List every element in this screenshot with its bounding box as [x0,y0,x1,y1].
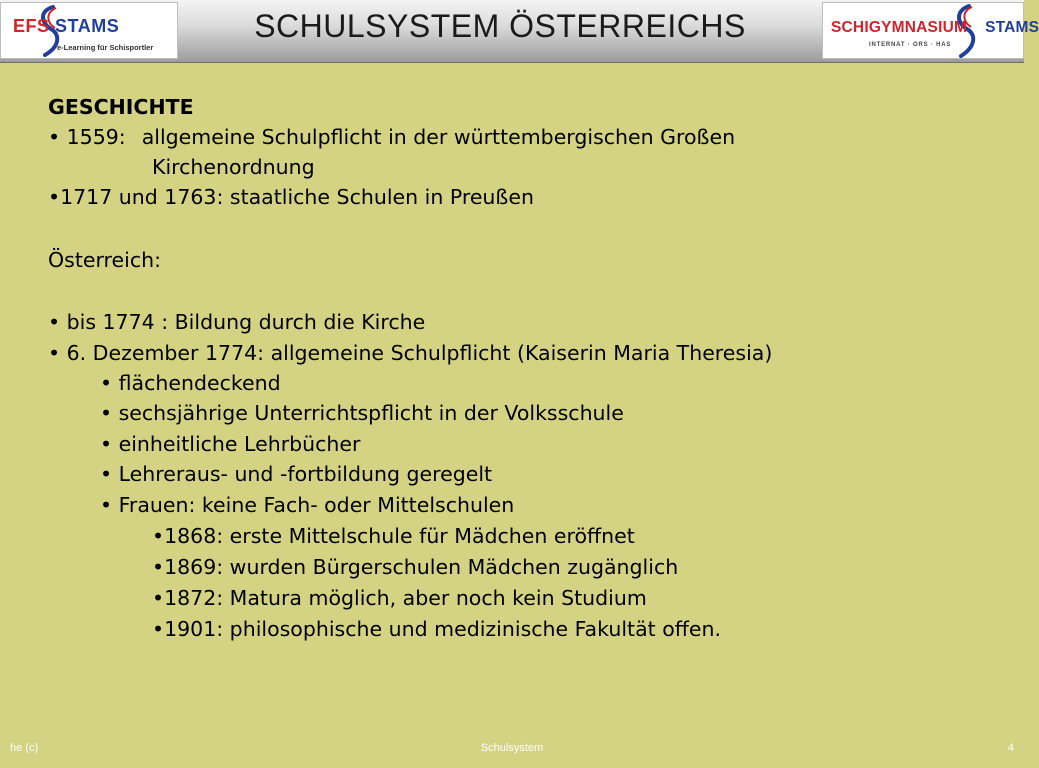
page-title: SCHULSYSTEM ÖSTERREICHS [254,8,746,44]
logo-tagline: INTERNAT · ORS · HAS [869,42,952,48]
subheading-austria: Österreich: [48,248,161,272]
logo-text: SCHIGYMNASIUM STAMS [831,19,1039,36]
sub-bullet: • sechsjährige Unterrichtspflicht in der Volksschule [100,401,624,425]
logo-tagline: e-Learning für Schisportler [57,43,154,52]
bullet-line: • bis 1774 : Bildung durch die Kirche [48,310,426,334]
bullet-line: •1717 und 1763: staatliche Schulen in Preußen [48,185,534,209]
bullet-prefix: • 1559: [48,125,126,149]
logo-text: EFS STAMS [13,16,120,36]
sub-sub-bullet: •1901: philosophische und medizinische Fakultät offen. [152,617,721,641]
sub-bullet: • flächendeckend [100,371,281,395]
bullet-line [48,122,735,152]
sub-sub-bullet: •1869: wurden Bürgerschulen Mädchen zugänglich [152,555,679,579]
bullet-continuation: Kirchenordnung [152,155,315,179]
sub-bullet: • Lehreraus- und -fortbildung geregelt [100,462,493,486]
schigymnasium-stams-logo [822,2,1039,59]
sub-sub-bullet: •1872: Matura möglich, aber noch kein Studium [152,586,647,610]
sub-bullet: • Frauen: keine Fach- oder Mittelschulen [100,493,515,517]
sub-sub-bullet: •1868: erste Mittelschule für Mädchen eröffnet [152,524,635,548]
section-heading: GESCHICHTE [48,95,194,119]
bullet-text: allgemeine Schulpflicht in der württembergischen Großen [141,125,736,149]
footer-title: Schulsystem [480,742,544,754]
efs-stams-logo [0,2,178,59]
footer-author: he (c) [10,742,39,754]
bullet-line: • 6. Dezember 1774: allgemeine Schulpflicht (Kaiserin Maria Theresia) [48,341,773,365]
page-number: 4 [1007,742,1014,754]
sub-bullet: • einheitliche Lehrbücher [100,432,361,456]
header-bar [0,0,1039,63]
